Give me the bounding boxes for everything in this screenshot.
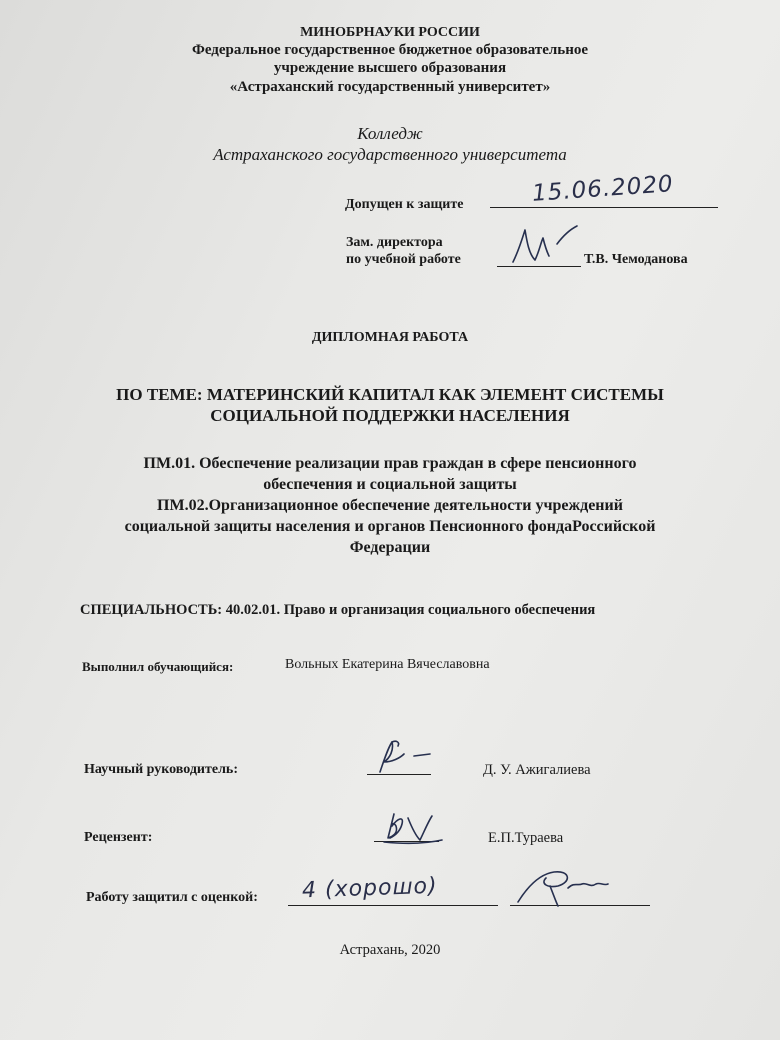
topic-line-1: ПО ТЕМЕ: МАТЕРИНСКИЙ КАПИТАЛ КАК ЭЛЕМЕНТ СИСТЕМЫ (116, 385, 664, 404)
supervisor-signature (370, 736, 440, 780)
ministry-line: МИНОБРНАУКИ РОССИИ (300, 25, 480, 40)
institution-line-1: Федеральное государственное бюджетное образовательное (191, 42, 589, 58)
student-name: Вольных Екатерина Вячеславовна (285, 657, 490, 672)
college-line-2: Астраханского государственного университета (213, 145, 567, 164)
deputy-signature (505, 222, 585, 272)
college-line-1: Колледж (357, 124, 423, 143)
work-type: ДИПЛОМНАЯ РАБОТА (311, 330, 469, 345)
admitted-date-line (490, 207, 718, 208)
deputy-name: Т.В. Чемоданова (584, 252, 688, 267)
city-year: Астрахань, 2020 (339, 942, 441, 958)
deputy-label-line-1: Зам. директора (346, 235, 443, 250)
pm-line-5: Федерации (349, 539, 431, 556)
university-name: «Астраханский государственный университет» (229, 79, 551, 95)
admitted-date-handwritten: 15.06.2020 (531, 171, 675, 207)
supervisor-name: Д. У. Ажигалиева (483, 762, 591, 778)
reviewer-signature (380, 806, 450, 850)
defense-signature (510, 866, 620, 910)
pm-line-3: ПМ.02.Организационное обеспечение деятельности учреждений (157, 497, 623, 514)
admitted-label: Допущен к защите (345, 197, 464, 212)
grade-line (288, 905, 498, 906)
deputy-label-line-2: по учебной работе (346, 252, 461, 267)
reviewer-label: Рецензент: (84, 830, 153, 845)
supervisor-label: Научный руководитель: (84, 762, 238, 777)
pm-line-1: ПМ.01. Обеспечение реализации прав граждан в сфере пенсионного (143, 455, 637, 472)
pm-line-4: социальной защиты населения и органов Пенсионного фондаРоссийской (124, 518, 656, 535)
specialty: СПЕЦИАЛЬНОСТЬ: 40.02.01. Право и организация социального обеспечения (80, 602, 596, 618)
reviewer-name: Е.П.Тураева (488, 830, 564, 846)
pm-line-2: обеспечения и социальной защиты (263, 476, 517, 493)
grade-handwritten: 4 (хорошо) (301, 873, 439, 904)
defense-label: Работу защитил с оценкой: (86, 890, 258, 905)
topic-line-2: СОЦИАЛЬНОЙ ПОДДЕРЖКИ НАСЕЛЕНИЯ (210, 406, 570, 425)
institution-line-2: учреждение высшего образования (273, 60, 507, 76)
student-label: Выполнил обучающийся: (82, 659, 234, 674)
